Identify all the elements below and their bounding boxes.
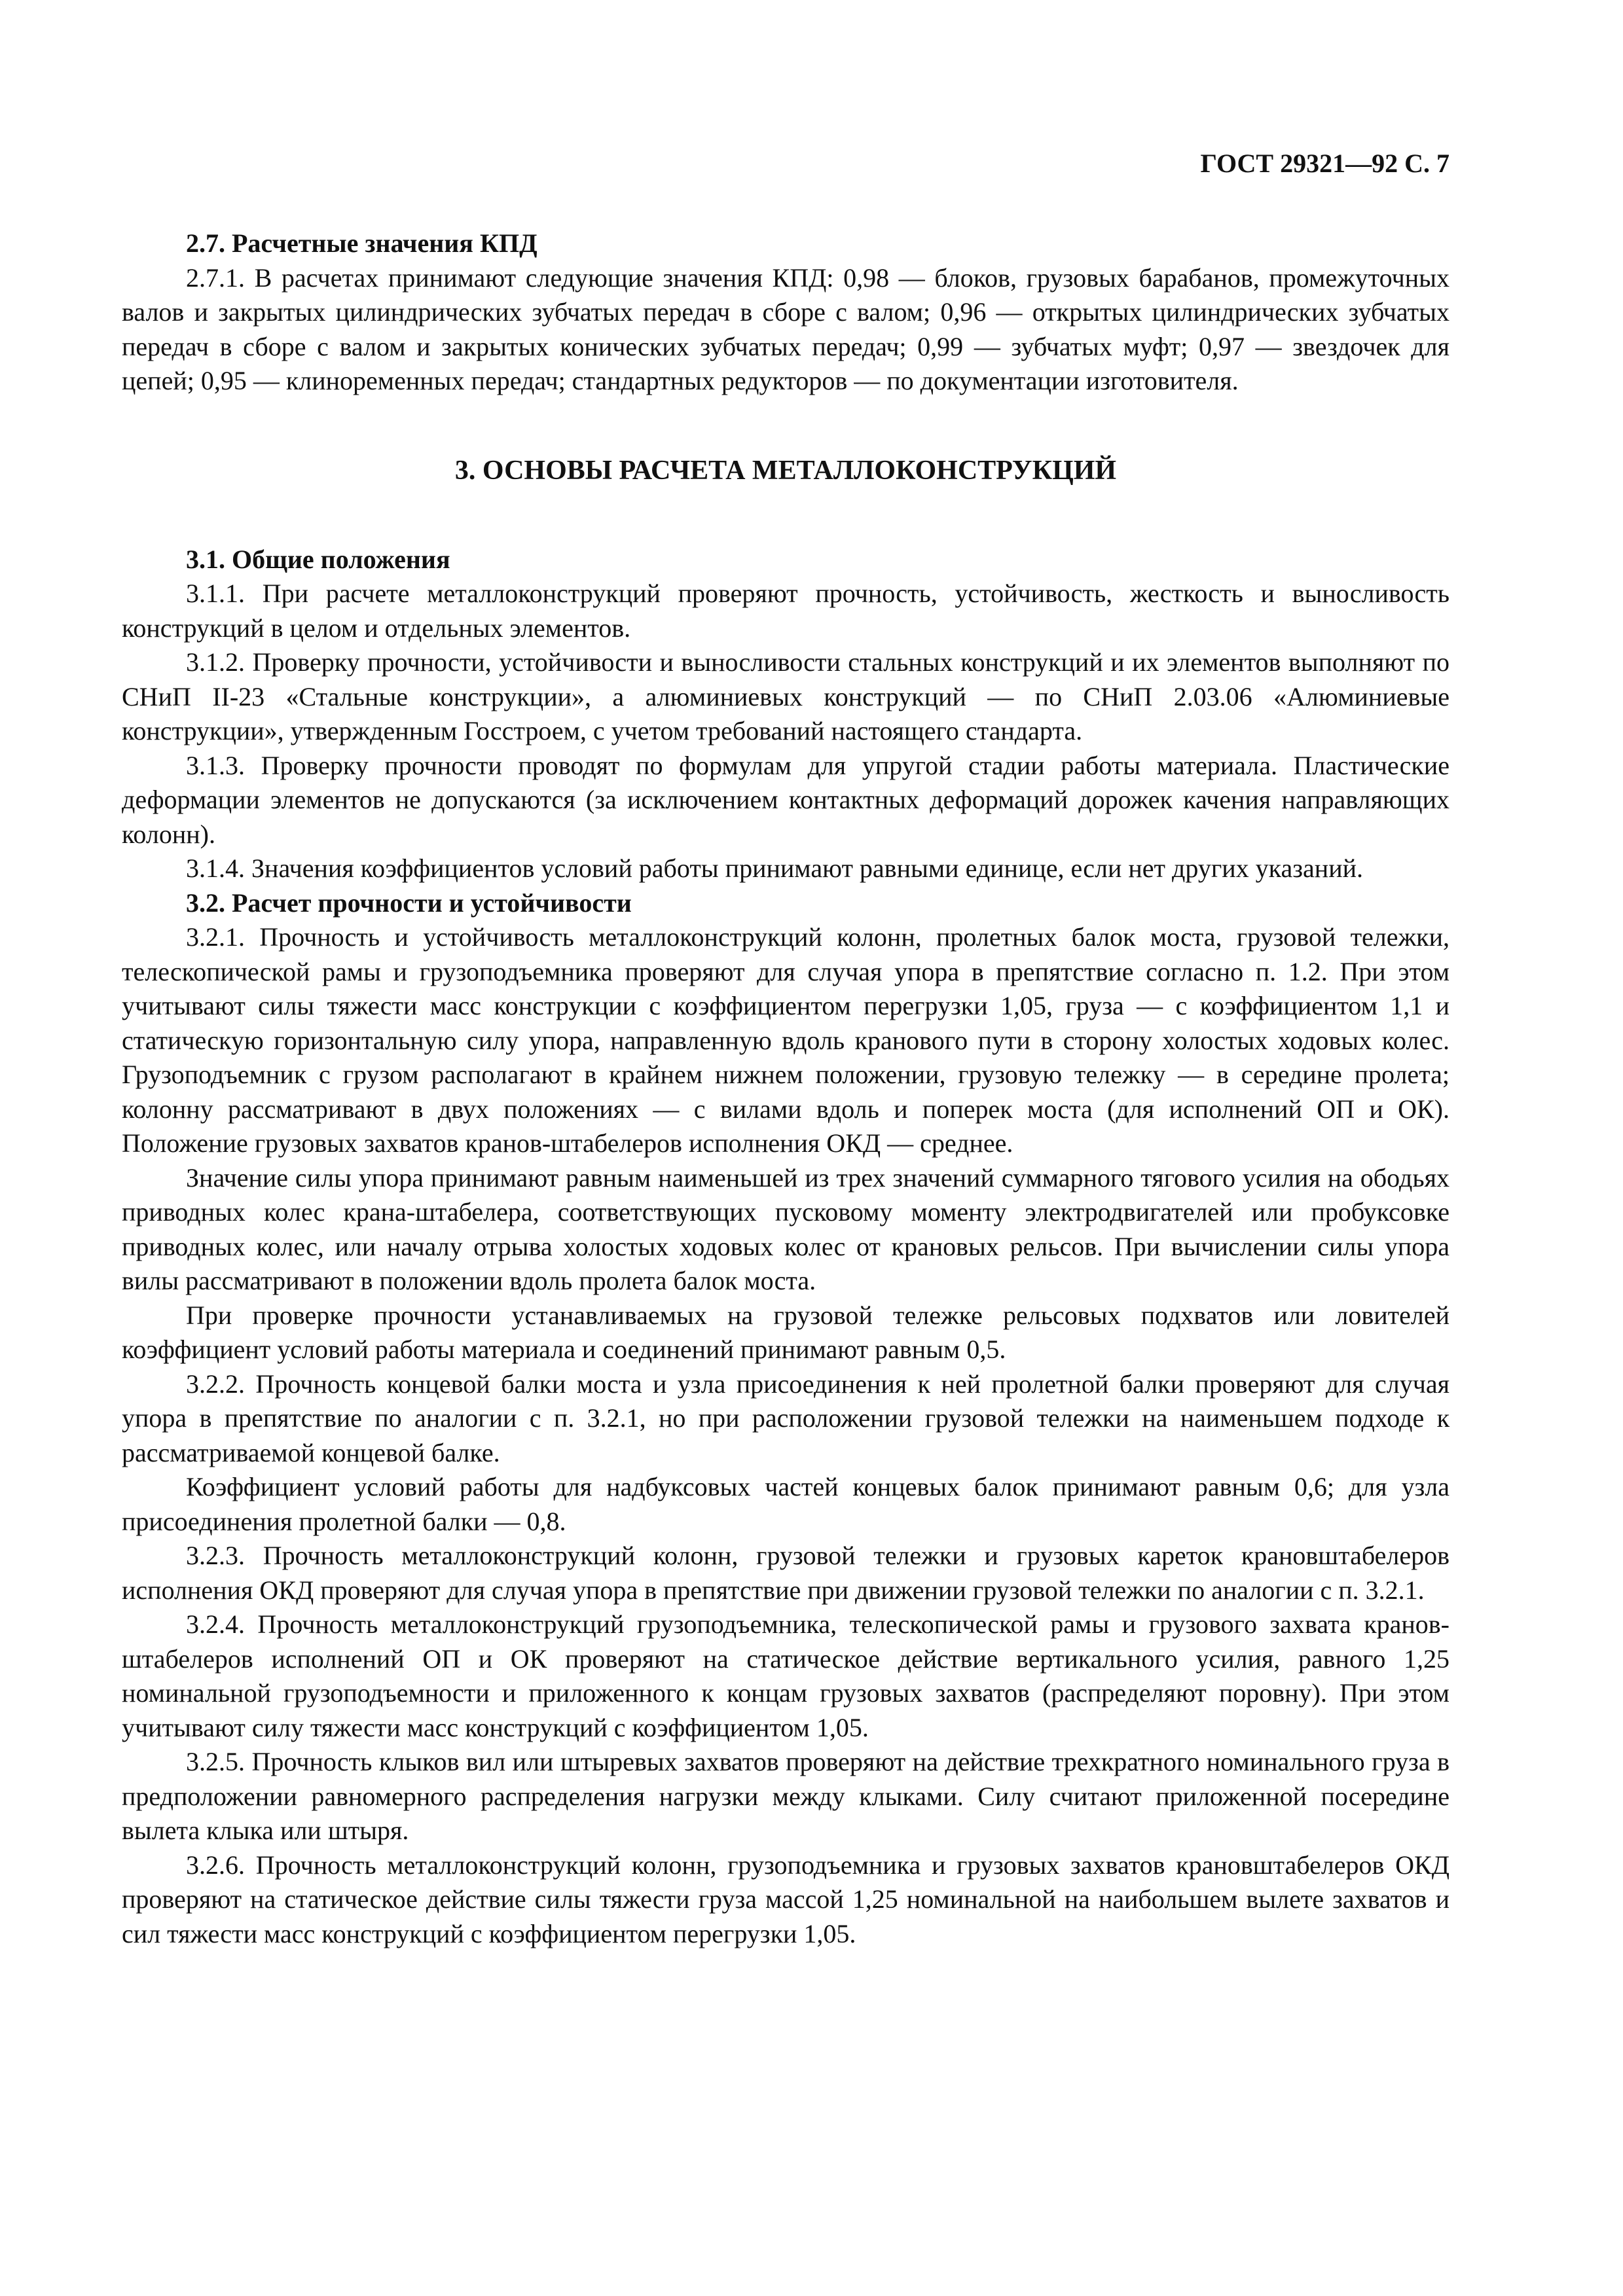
running-head: ГОСТ 29321—92 С. 7 <box>1200 149 1450 178</box>
paragraph-3-2-1-rails: При проверке прочности устанавливаемых на грузовой тележке рельсовых подхватов или ловителей коэффициент условий работы материала и соединений принимают равным 0,5. <box>122 1300 1450 1364</box>
document-page <box>122 148 1450 1951</box>
paragraph-3-1-2: 3.1.2. Проверку прочности, устойчивости и выносливости стальных конструкций и их элементов выполняют по СНиП II-23 «Стальные конструкции», а алюминиевых конструкций — по СНиП 2.03.06 «Алюминиевые конструкции», утвержденным Госстроем, с учетом требований настоящего стандарта. <box>122 647 1450 745</box>
paragraph-3-2-1-force: Значение силы упора принимают равным наименьшей из трех значений суммарного тягового усилия на ободьях приводных колес крана-штабелера, соответствующих пусковому моменту электродвигателей или пробуксовке приводных колес, или началу отрыва холостых ходовых колес от крановых рельсов. При вычислении силы упора вилы рассматривают в положении вдоль пролета балок моста. <box>122 1162 1450 1295</box>
subsection-heading-3-2: 3.2. Расчет прочности и устойчивости <box>186 888 632 918</box>
paragraph-3-1-3: 3.1.3. Проверку прочности проводят по формулам для упругой стадии работы материала. Пластические деформации элементов не допускаются (за исключением контактных деформаций дорожек качения направляющих колонн). <box>122 750 1450 849</box>
paragraph-3-2-1: 3.2.1. Прочность и устойчивость металлоконструкций колонн, пролетных балок моста, грузовой тележки, телескопической рамы и грузоподъемника проверяют для случая упора в препятствие согласно п. 1.2. При этом учитывают силы тяжести масс конструкции с коэффициентом перегрузки 1,05, груза — с коэффициентом 1,1 и статическую горизонтальную силу упора, направленную вдоль кранового пути в сторону холостых ходовых колес. Грузоподъемник с грузом располагают в крайнем нижнем положении, грузовую тележку — в середине пролета; колонну рассматривают в двух положениях — с вилами вдоль и поперек моста (для исполнений ОП и ОК). Положение грузовых захватов кранов-штабелеров исполнения ОКД — среднее. <box>122 922 1450 1158</box>
paragraph-3-1-4: 3.1.4. Значения коэффициентов условий работы принимают равными единице, если нет других указаний. <box>186 853 1364 883</box>
subsection-heading-3-1: 3.1. Общие положения <box>186 544 450 574</box>
paragraph-3-2-2-coefficient: Коэффициент условий работы для надбуксовых частей концевых балок принимают равным 0,6; для узла присоединения пролетной балки — 0,8. <box>122 1472 1450 1536</box>
paragraph-3-2-6: 3.2.6. Прочность металлоконструкций колонн, грузоподъемника и грузовых захватов крановштабелеров ОКД проверяют на статическое действие силы тяжести груза массой 1,25 номинальной на наибольшем вылете захватов и сил тяжести масс конструкций с коэффициентом перегрузки 1,05. <box>122 1850 1450 1948</box>
paragraph-3-2-5: 3.2.5. Прочность клыков вил или штыревых захватов проверяют на действие трехкратного номинального груза в предположении равномерного распределения нагрузки между клыками. Силу считают приложенной посередине вылета клыка или штыря. <box>122 1747 1450 1845</box>
subsection-heading-2-7: 2.7. Расчетные значения КПД <box>186 228 538 258</box>
paragraph-3-2-3: 3.2.3. Прочность металлоконструкций колонн, грузовой тележки и грузовых кареток крановштабелеров исполнения ОКД проверяют для случая упора в препятствие при движении грузовой тележки по аналогии с п. 3.2.1. <box>122 1541 1450 1605</box>
paragraph-3-1-1: 3.1.1. При расчете металлоконструкций проверяют прочность, устойчивость, жесткость и выносливость конструкций в целом и отдельных элементов. <box>122 579 1450 643</box>
paragraph-3-2-2: 3.2.2. Прочность концевой балки моста и узла присоединения к ней пролетной балки проверяют для случая упора в препятствие по аналогии с п. 3.2.1, но при расположении грузовой тележки на наименьшем подходе к рассматриваемой концевой балке. <box>122 1369 1450 1467</box>
section-title-3: 3. ОСНОВЫ РАСЧЕТА МЕТАЛЛОКОНСТРУКЦИЙ <box>454 455 1117 486</box>
paragraph-3-2-4: 3.2.4. Прочность металлоконструкций грузоподъемника, телескопической рамы и грузового захвата кранов-штабелеров исполнений ОП и ОК проверяют на статическое действие вертикального усилия, равного 1,25 номинальной грузоподъемности и приложенного к концам грузовых захватов (распределяют поровну). При этом учитывают силу тяжести масс конструкций с коэффициентом 1,05. <box>122 1609 1450 1742</box>
paragraph-2-7-1: 2.7.1. В расчетах принимают следующие значения КПД: 0,98 — блоков, грузовых барабанов, промежуточных валов и закрытых цилиндрических зубчатых передач в сборе с валом; 0,96 — открытых цилиндрических зубчатых передач в сборе с валом и закрытых конических зубчатых передач; 0,99 — зубчатых муфт; 0,97 — звездочек для цепей; 0,95 — клиноременных передач; стандартных редукторов — по документации изготовителя. <box>122 262 1450 395</box>
